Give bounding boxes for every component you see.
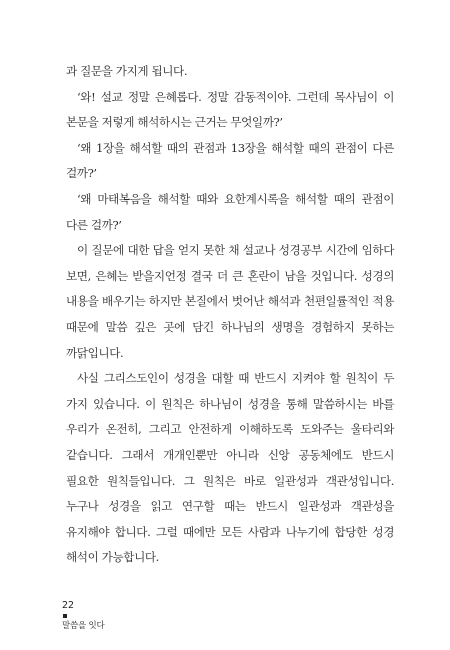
body-text — [66, 59, 394, 571]
page-footer — [62, 600, 105, 632]
paragraph-2: ‘와! 설교 정말 은혜롭다. 정말 감동적이야. 그런데 목사님이 이 본문을 저렇게 해석하시는 근거는 무엇일까?’ — [66, 89, 394, 130]
page-number: 22 — [62, 600, 75, 611]
square-bullet-icon — [63, 614, 67, 618]
paragraph-5: 이 질문에 대한 답을 얻지 못한 채 설교나 성경공부 시간에 임하다 보면, 은혜는 받을지언정 결국 더 큰 혼란이 남을 것입니다. 성경의 내용을 배우기는 하지만 본질에서 벗어난 해석과 천편일률적인 적용 때문에 말씀 깊은 곳에 담긴 하나님의 생명을 경험하지 못하는 까닭입니다. — [66, 243, 394, 360]
running-title: 말씀을 잇다 — [62, 621, 105, 631]
paragraph-6: 사실 그리스도인이 성경을 대할 때 반드시 지켜야 할 원칙이 두 가지 있습니다. 이 원칙은 하나님이 성경을 통해 말씀하시는 바를 우리가 온전히, 그리고 안전하게 이해하도록 도와주는 울타리와 같습니다. 그래서 개개인뿐만 아니라 신앙 공동체에도 반드시 필요한 원칙들입니다. 그 원칙은 바로 일관성과 객관성입니다. 누구나 성경을 읽고 연구할 때는 반드시 일관성과 객관성을 유지해야 합니다. 그럴 때에만 모든 사람과 나누기에 합당한 성경 해석이 가능합니다. — [66, 371, 394, 565]
paragraph-1: 과 질문을 가지게 됩니다. — [66, 64, 188, 78]
paragraph-3: ‘왜 1장을 해석할 때의 관점과 13장을 해석할 때의 관점이 다른 걸까?’ — [66, 140, 394, 181]
paragraph-4: ‘왜 마태복음을 해석할 때와 요한계시록을 해석할 때의 관점이 다른 걸까?’ — [66, 191, 394, 232]
